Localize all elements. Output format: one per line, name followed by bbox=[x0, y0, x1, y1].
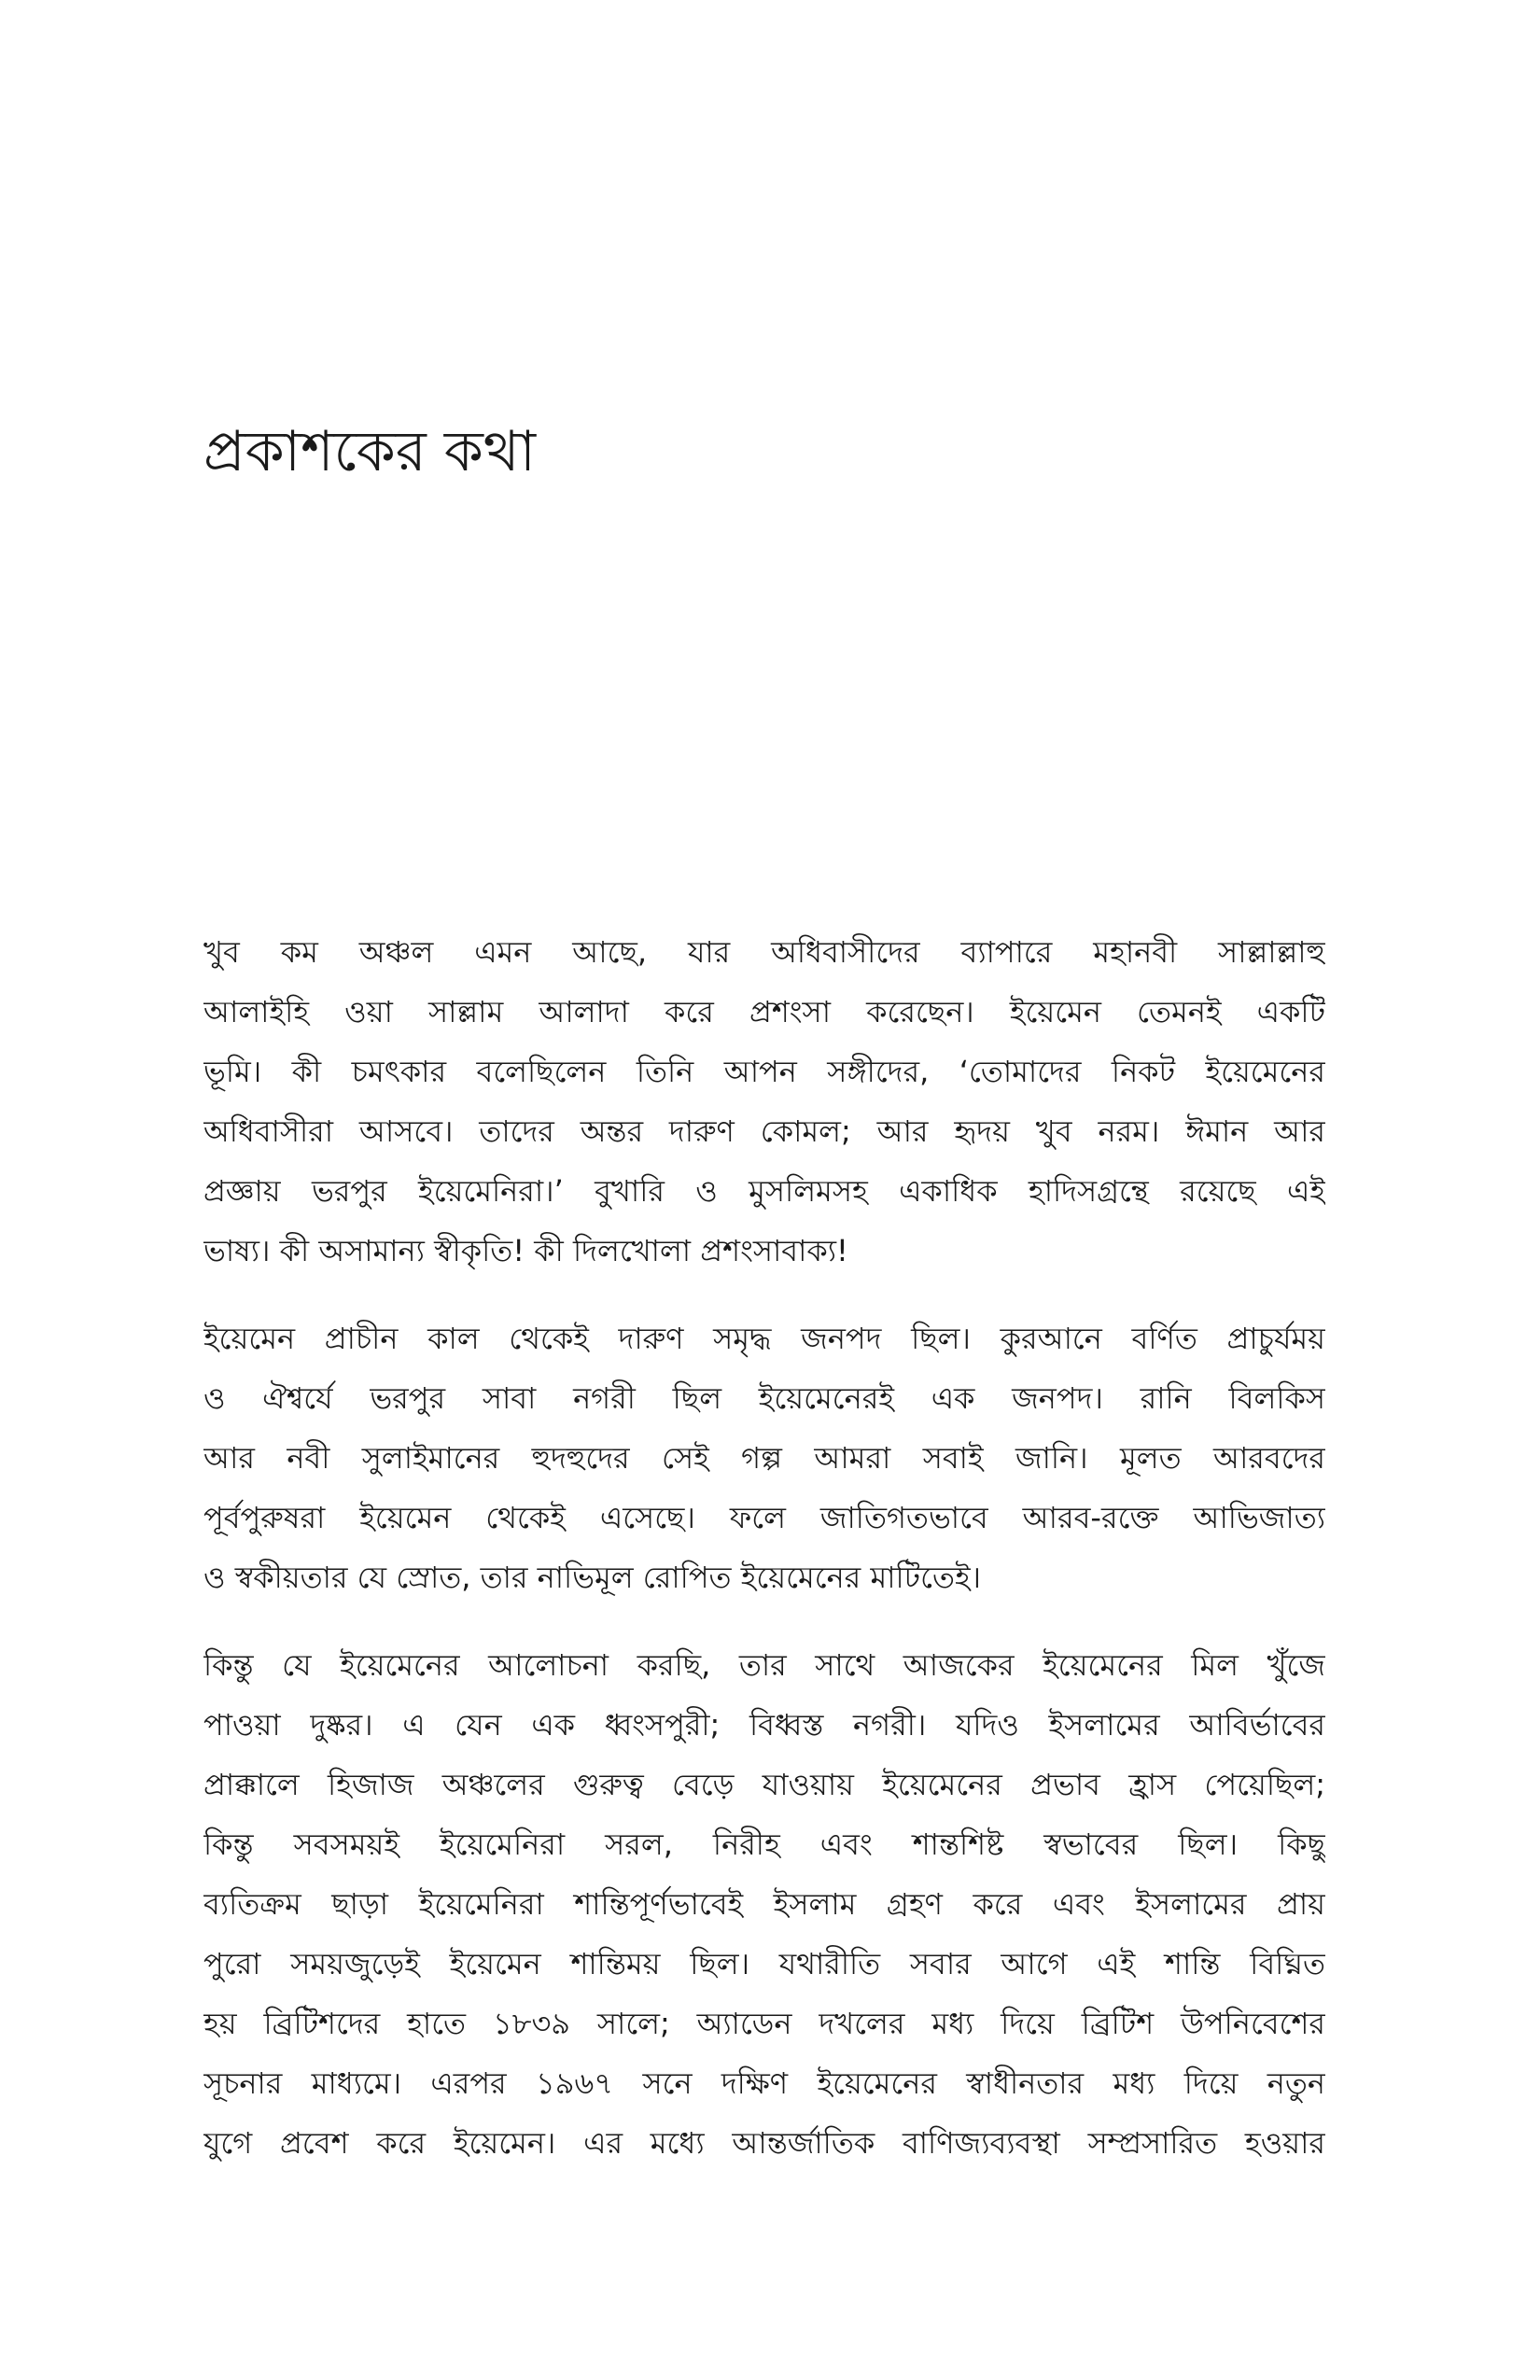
text-line: অধিবাসীরা আসবে। তাদের অন্তর দারুণ কোমল; আর হৃদয় খুব নরম। ঈমান আর bbox=[203, 1113, 1325, 1149]
text-line: সূচনার মাধ্যমে। এরপর ১৯৬৭ সনে দক্ষিণ ইয়েমেনের স্বাধীনতার মধ্য দিয়ে নতুন bbox=[203, 2065, 1325, 2101]
text-line: খুব কম অঞ্চল এমন আছে, যার অধিবাসীদের ব্যাপারে মহানবী সাল্লাল্লাহু bbox=[203, 934, 1325, 970]
text-line: আর নবী সুলাইমানের হুদহুদের সেই গল্প আমরা সবাই জানি। মূলত আরবদের bbox=[203, 1440, 1325, 1476]
body-text bbox=[203, 922, 1325, 2201]
page-title: প্রকাশকের কথা bbox=[203, 419, 537, 484]
paragraph-2 bbox=[203, 1309, 1325, 1607]
text-line: ইয়েমেন প্রাচীন কাল থেকেই দারুণ সমৃদ্ধ জনপদ ছিল। কুরআনে বর্ণিত প্রাচুর্যময় bbox=[203, 1321, 1325, 1356]
text-line: ভূমি। কী চমৎকার বলেছিলেন তিনি আপন সঙ্গীদের, ‘তোমাদের নিকট ইয়েমেনের bbox=[203, 1054, 1325, 1089]
text-line: প্রজ্ঞায় ভরপুর ইয়েমেনিরা।’ বুখারি ও মুসলিমসহ একাধিক হাদিসগ্রন্থে রয়েছে এই bbox=[203, 1173, 1325, 1209]
text-line: পাওয়া দুষ্কর। এ যেন এক ধ্বংসপুরী; বিধ্বস্ত নগরী। যদিও ইসলামের আবির্ভাবের bbox=[203, 1707, 1325, 1743]
paragraph-3 bbox=[203, 1635, 1325, 2173]
text-line: প্রাক্কালে হিজাজ অঞ্চলের গুরুত্ব বেড়ে যাওয়ায় ইয়েমেনের প্রভাব হ্রাস পেয়েছিল; bbox=[203, 1767, 1325, 1802]
text-line: পুরো সময়জুড়েই ইয়েমেন শান্তিময় ছিল। যথারীতি সবার আগে এই শান্তি বিঘ্নিত bbox=[203, 1946, 1325, 1981]
text-line: কিন্তু সবসময়ই ইয়েমেনিরা সরল, নিরীহ এবং শান্তশিষ্ট স্বভাবের ছিল। কিছু bbox=[203, 1827, 1325, 1862]
paragraph-1 bbox=[203, 922, 1325, 1281]
text-line: ও স্বকীয়তার যে স্রোত, তার নাভিমূল রোপিত ইয়েমেনের মাটিতেই। bbox=[203, 1560, 982, 1595]
text-line: হয় ব্রিটিশদের হাতে ১৮৩৯ সালে; অ্যাডেন দখলের মধ্য দিয়ে ব্রিটিশ উপনিবেশের bbox=[203, 2006, 1325, 2041]
text-line: যুগে প্রবেশ করে ইয়েমেন। এর মধ্যে আন্তর্জাতিক বাণিজ্যব্যবস্থা সম্প্রসারিত হওয়ার bbox=[203, 2125, 1325, 2161]
text-line: পূর্বপুরুষরা ইয়েমেন থেকেই এসেছে। ফলে জাতিগতভাবে আরব-রক্তে আভিজাত্য bbox=[203, 1500, 1325, 1535]
text-line: ও ঐশ্বর্যে ভরপুর সাবা নগরী ছিল ইয়েমেনেরই এক জনপদ। রানি বিলকিস bbox=[203, 1380, 1325, 1416]
text-line: আলাইহি ওয়া সাল্লাম আলাদা করে প্রশংসা করেছেন। ইয়েমেন তেমনই একটি bbox=[203, 994, 1325, 1029]
text-line: ব্যতিক্রম ছাড়া ইয়েমেনিরা শান্তিপূর্ণভাবেই ইসলাম গ্রহণ করে এবং ইসলামের প্রায় bbox=[203, 1886, 1325, 1922]
text-line: ভাষ্য। কী অসামান্য স্বীকৃতি! কী দিলখোলা প্রশংসাবাক্য! bbox=[203, 1233, 848, 1268]
text-line: কিন্তু যে ইয়েমেনের আলোচনা করছি, তার সাথে আজকের ইয়েমেনের মিল খুঁজে bbox=[203, 1647, 1325, 1683]
